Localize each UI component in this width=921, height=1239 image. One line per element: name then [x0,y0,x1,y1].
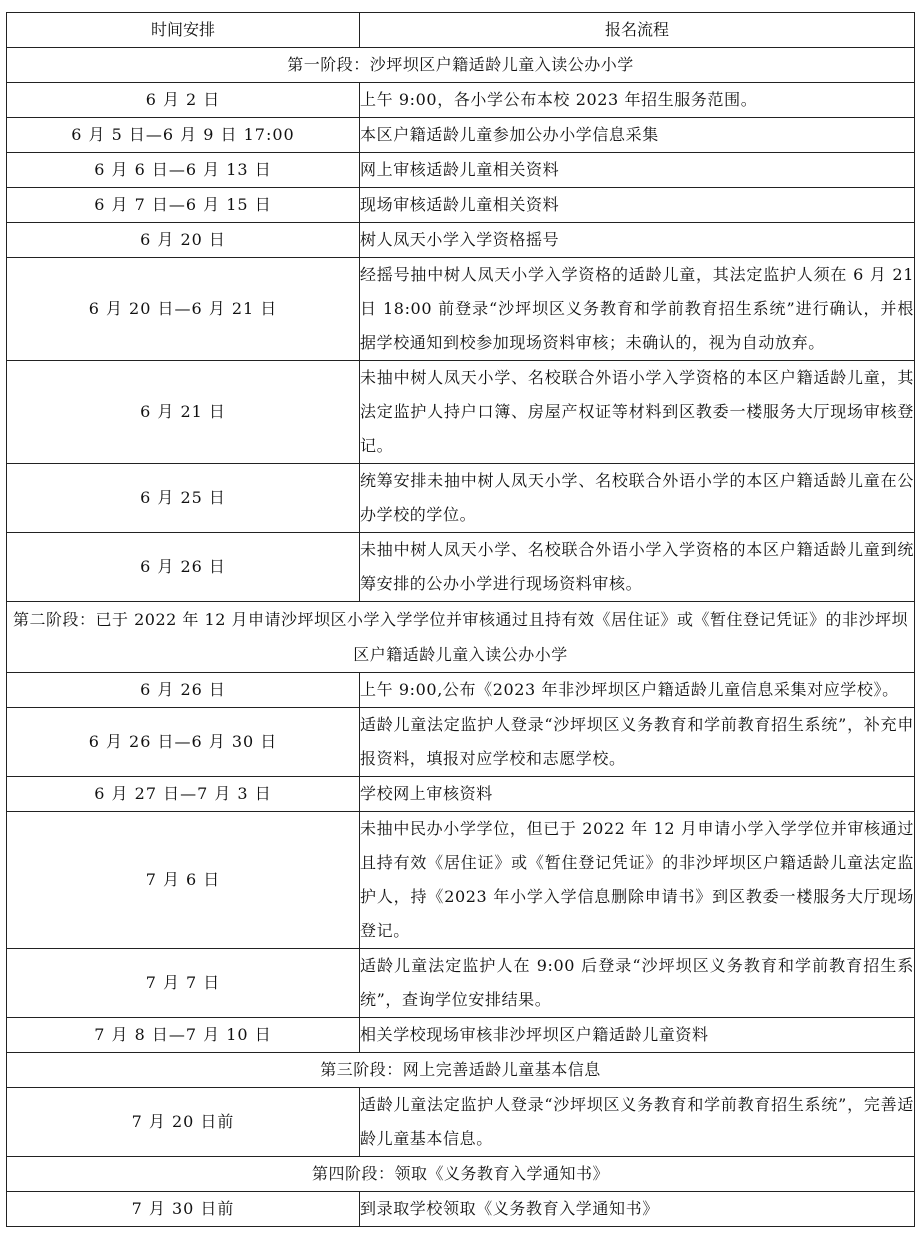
enrollment-schedule-table [6,12,915,1227]
time-cell: 6 月 26 日—6 月 30 日 [7,708,360,777]
process-cell: 适龄儿童法定监护人登录“沙坪坝区义务教育和学前教育招生系统”，补充申报资料，填报对应学校和志愿学校。 [360,708,915,777]
stage2-title: 第二阶段：已于 2022 年 12 月申请沙坪坝区小学入学学位并审核通过且持有效《居住证》或《暂住登记凭证》的非沙坪坝区户籍适龄儿童入读公办小学 [7,602,915,673]
table-row [7,464,915,533]
table-row [7,153,915,188]
time-cell: 7 月 6 日 [7,812,360,949]
time-cell: 6 月 2 日 [7,83,360,118]
table-row [7,361,915,464]
process-cell: 上午 9:00，各小学公布本校 2023 年招生服务范围。 [360,83,915,118]
time-cell: 6 月 20 日 [7,223,360,258]
time-cell: 6 月 25 日 [7,464,360,533]
column-header-process: 报名流程 [360,13,915,48]
stage3-title: 第三阶段：网上完善适龄儿童基本信息 [7,1053,915,1088]
time-cell: 6 月 26 日 [7,533,360,602]
time-cell: 7 月 7 日 [7,949,360,1018]
process-cell: 本区户籍适龄儿童参加公办小学信息采集 [360,118,915,153]
time-cell: 6 月 5 日—6 月 9 日 17:00 [7,118,360,153]
process-cell: 经摇号抽中树人凤天小学入学资格的适龄儿童，其法定监护人须在 6 月 21 日 18:00 前登录“沙坪坝区义务教育和学前教育招生系统”进行确认，并根据学校通知到校参加现场资料审核；未确认的，视为自动放弃。 [360,258,915,361]
time-cell: 7 月 30 日前 [7,1192,360,1227]
table-row [7,223,915,258]
stage-header-row [7,1157,915,1192]
table-row [7,708,915,777]
stage-header-row [7,602,915,673]
time-cell: 6 月 7 日—6 月 15 日 [7,188,360,223]
time-cell: 6 月 26 日 [7,673,360,708]
process-cell: 树人凤天小学入学资格摇号 [360,223,915,258]
table-row [7,1192,915,1227]
table-row [7,949,915,1018]
time-cell: 7 月 8 日—7 月 10 日 [7,1018,360,1053]
process-cell: 到录取学校领取《义务教育入学通知书》 [360,1192,915,1227]
time-cell: 6 月 21 日 [7,361,360,464]
process-cell: 适龄儿童法定监护人在 9:00 后登录“沙坪坝区义务教育和学前教育招生系统”，查询学位安排结果。 [360,949,915,1018]
stage1-title: 第一阶段：沙坪坝区户籍适龄儿童入读公办小学 [7,48,915,83]
process-cell: 适龄儿童法定监护人登录“沙坪坝区义务教育和学前教育招生系统”，完善适龄儿童基本信息。 [360,1088,915,1157]
table-row [7,1018,915,1053]
table-row [7,673,915,708]
process-cell: 未抽中树人凤天小学、名校联合外语小学入学资格的本区户籍适龄儿童到统筹安排的公办小学进行现场资料审核。 [360,533,915,602]
table-header-row [7,13,915,48]
column-header-time: 时间安排 [7,13,360,48]
time-cell: 6 月 6 日—6 月 13 日 [7,153,360,188]
table-row [7,258,915,361]
process-cell: 统筹安排未抽中树人凤天小学、名校联合外语小学的本区户籍适龄儿童在公办学校的学位。 [360,464,915,533]
process-cell: 现场审核适龄儿童相关资料 [360,188,915,223]
process-cell: 学校网上审核资料 [360,777,915,812]
process-cell: 上午 9:00,公布《2023 年非沙坪坝区户籍适龄儿童信息采集对应学校》。 [360,673,915,708]
table-row [7,812,915,949]
stage4-title: 第四阶段：领取《义务教育入学通知书》 [7,1157,915,1192]
table-row [7,83,915,118]
process-cell: 相关学校现场审核非沙坪坝区户籍适龄儿童资料 [360,1018,915,1053]
process-cell: 网上审核适龄儿童相关资料 [360,153,915,188]
process-cell: 未抽中民办小学学位，但已于 2022 年 12 月申请小学入学学位并审核通过且持有效《居住证》或《暂住登记凭证》的非沙坪坝区户籍适龄儿童法定监护人，持《2023 年小学入学信息删除申请书》到区教委一楼服务大厅现场登记。 [360,812,915,949]
table-row [7,188,915,223]
time-cell: 6 月 27 日—7 月 3 日 [7,777,360,812]
table-row [7,118,915,153]
time-cell: 6 月 20 日—6 月 21 日 [7,258,360,361]
process-cell: 未抽中树人凤天小学、名校联合外语小学入学资格的本区户籍适龄儿童，其法定监护人持户口簿、房屋产权证等材料到区教委一楼服务大厅现场审核登记。 [360,361,915,464]
table-row [7,777,915,812]
table-row [7,1088,915,1157]
table-row [7,533,915,602]
stage-header-row [7,48,915,83]
stage-header-row [7,1053,915,1088]
time-cell: 7 月 20 日前 [7,1088,360,1157]
